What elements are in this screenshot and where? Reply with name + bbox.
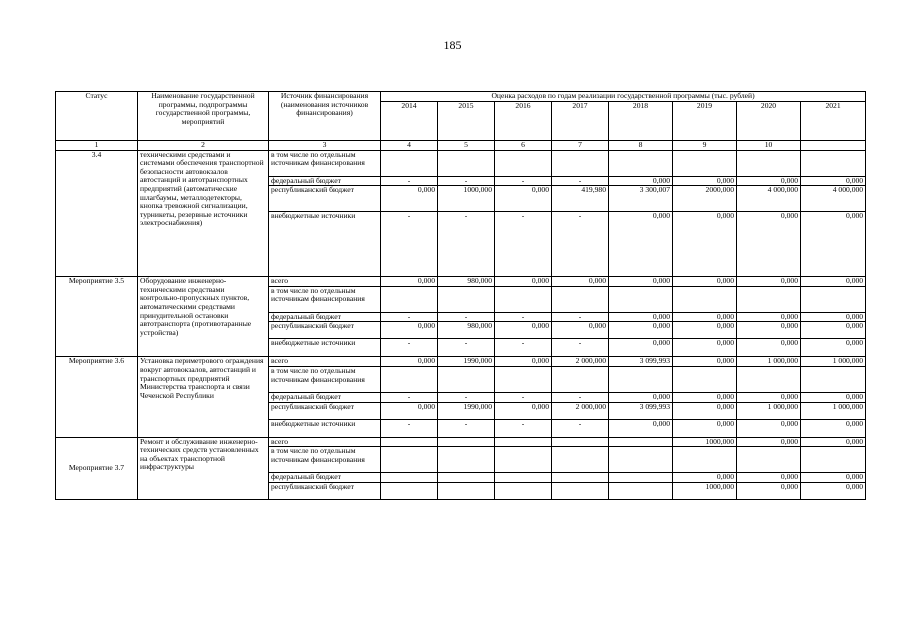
value-cell: - xyxy=(381,419,438,437)
value-cell: 0,000 xyxy=(673,277,737,287)
funding-source-cell: в том числе по отдельным источникам финансирования xyxy=(269,286,381,312)
funding-source-cell: всего xyxy=(269,277,381,287)
value-cell xyxy=(609,437,673,447)
value-cell: 0,000 xyxy=(737,437,801,447)
value-cell xyxy=(495,286,552,312)
value-cell: 0,000 xyxy=(737,482,801,499)
value-cell xyxy=(609,150,673,176)
value-cell: 0,000 xyxy=(552,322,609,339)
funding-source-cell: федеральный бюджет xyxy=(269,312,381,322)
header-year: 2015 xyxy=(438,101,495,140)
value-cell: 3 300,007 xyxy=(609,186,673,212)
value-cell: 0,000 xyxy=(737,176,801,186)
value-cell: - xyxy=(381,312,438,322)
value-cell: - xyxy=(552,212,609,277)
value-cell: - xyxy=(495,312,552,322)
funding-source-cell: всего xyxy=(269,437,381,447)
value-cell: 1000,000 xyxy=(673,482,737,499)
header-year: 2018 xyxy=(609,101,673,140)
value-cell: - xyxy=(381,212,438,277)
value-cell xyxy=(801,447,866,473)
value-cell: 980,000 xyxy=(438,322,495,339)
value-cell: 0,000 xyxy=(737,339,801,357)
value-cell: 1 000,000 xyxy=(737,402,801,419)
activity-name-cell: Установка периметрового ограждения вокруг автовокзалов, автостанций и транспортных предприятий Министерства транспорта и связи Чеченской Республики xyxy=(138,357,269,437)
value-cell: 4 000,000 xyxy=(801,186,866,212)
table-row xyxy=(56,277,866,287)
budget-table xyxy=(55,91,866,500)
value-cell xyxy=(438,286,495,312)
value-cell xyxy=(495,473,552,483)
value-cell: - xyxy=(552,339,609,357)
value-cell: 0,000 xyxy=(737,473,801,483)
value-cell: 0,000 xyxy=(552,277,609,287)
value-cell: 0,000 xyxy=(673,473,737,483)
value-cell: 0,000 xyxy=(609,312,673,322)
value-cell xyxy=(609,286,673,312)
status-cell: Мероприятие 3.7 xyxy=(56,437,138,499)
header-year: 2021 xyxy=(801,101,866,140)
value-cell: 0,000 xyxy=(495,277,552,287)
funding-source-cell: внебюджетные источники xyxy=(269,419,381,437)
header-estimate: Оценка расходов по годам реализации государственной программы (тыс. рублей) xyxy=(381,92,866,102)
value-cell: 1990,000 xyxy=(438,402,495,419)
value-cell: 1000,000 xyxy=(438,186,495,212)
value-cell xyxy=(552,482,609,499)
header-year: 2017 xyxy=(552,101,609,140)
value-cell: - xyxy=(438,392,495,402)
value-cell xyxy=(801,286,866,312)
column-number: 10 xyxy=(737,140,801,150)
value-cell: - xyxy=(381,392,438,402)
value-cell: 0,000 xyxy=(609,176,673,186)
value-cell xyxy=(438,473,495,483)
funding-source-cell: федеральный бюджет xyxy=(269,176,381,186)
value-cell: 0,000 xyxy=(609,419,673,437)
funding-source-cell: внебюджетные источники xyxy=(269,212,381,277)
funding-source-cell: федеральный бюджет xyxy=(269,392,381,402)
value-cell: 0,000 xyxy=(673,212,737,277)
status-cell: Мероприятие 3.6 xyxy=(56,357,138,437)
header-year: 2016 xyxy=(495,101,552,140)
column-number: 9 xyxy=(673,140,737,150)
column-number: 7 xyxy=(552,140,609,150)
value-cell xyxy=(438,437,495,447)
value-cell: 0,000 xyxy=(801,176,866,186)
value-cell: 0,000 xyxy=(381,277,438,287)
value-cell: 0,000 xyxy=(737,212,801,277)
value-cell: 0,000 xyxy=(495,402,552,419)
value-cell xyxy=(737,150,801,176)
column-number xyxy=(801,140,866,150)
value-cell xyxy=(381,437,438,447)
activity-name-cell: Ремонт и обслуживание инженерно-технических средств установленных на объектах транспортной инфраструктуры xyxy=(138,437,269,499)
value-cell: 1 000,000 xyxy=(801,402,866,419)
value-cell: 0,000 xyxy=(801,437,866,447)
value-cell: 0,000 xyxy=(673,339,737,357)
value-cell: - xyxy=(552,176,609,186)
funding-source-cell: в том числе по отдельным источникам финансирования xyxy=(269,150,381,176)
value-cell xyxy=(381,150,438,176)
value-cell: 0,000 xyxy=(673,357,737,367)
value-cell xyxy=(609,447,673,473)
header-source: Источник финансирования (наименования источников финансирования) xyxy=(269,92,381,141)
value-cell: 0,000 xyxy=(801,322,866,339)
value-cell: 0,000 xyxy=(381,186,438,212)
header-year: 2014 xyxy=(381,101,438,140)
value-cell xyxy=(737,286,801,312)
value-cell xyxy=(673,286,737,312)
table-body xyxy=(56,150,866,499)
value-cell xyxy=(552,447,609,473)
value-cell: 0,000 xyxy=(381,402,438,419)
value-cell: 0,000 xyxy=(673,419,737,437)
value-cell xyxy=(495,482,552,499)
value-cell: 1 000,000 xyxy=(801,357,866,367)
value-cell xyxy=(495,437,552,447)
value-cell xyxy=(552,286,609,312)
value-cell xyxy=(381,286,438,312)
value-cell xyxy=(438,366,495,392)
value-cell xyxy=(552,150,609,176)
value-cell: - xyxy=(495,419,552,437)
table-row xyxy=(56,150,866,176)
value-cell xyxy=(495,150,552,176)
header-year: 2020 xyxy=(737,101,801,140)
value-cell xyxy=(438,447,495,473)
value-cell: - xyxy=(495,392,552,402)
funding-source-cell: в том числе по отдельным источникам финансирования xyxy=(269,447,381,473)
funding-source-cell: в том числе по отдельным источникам финансирования xyxy=(269,366,381,392)
value-cell: 2 000,000 xyxy=(552,357,609,367)
value-cell: 0,000 xyxy=(609,392,673,402)
value-cell: - xyxy=(381,339,438,357)
value-cell xyxy=(495,366,552,392)
value-cell xyxy=(609,366,673,392)
value-cell: 0,000 xyxy=(495,186,552,212)
value-cell: - xyxy=(438,176,495,186)
value-cell: - xyxy=(552,419,609,437)
column-number: 4 xyxy=(381,140,438,150)
header-status: Статус xyxy=(56,92,138,141)
value-cell xyxy=(495,447,552,473)
funding-source-cell: федеральный бюджет xyxy=(269,473,381,483)
value-cell: 0,000 xyxy=(737,277,801,287)
value-cell: 0,000 xyxy=(801,277,866,287)
value-cell: 0,000 xyxy=(737,322,801,339)
header-name: Наименование государственной программы, подпрограммы государственной программы, мероприятий xyxy=(138,92,269,141)
value-cell: - xyxy=(495,212,552,277)
activity-name-cell: Оборудование инженерно-техническими средствами контрольно-пропускных пунктов, автоматическими средствами принудительной остановки автотранспорта (противотаранные устройства) xyxy=(138,277,269,357)
funding-source-cell: внебюджетные источники xyxy=(269,339,381,357)
value-cell: 0,000 xyxy=(673,312,737,322)
value-cell: - xyxy=(495,339,552,357)
value-cell: 0,000 xyxy=(801,482,866,499)
funding-source-cell: республиканский бюджет xyxy=(269,402,381,419)
table-row xyxy=(56,357,866,367)
value-cell: - xyxy=(438,339,495,357)
value-cell: 0,000 xyxy=(609,277,673,287)
value-cell: 0,000 xyxy=(381,322,438,339)
funding-source-cell: республиканский бюджет xyxy=(269,482,381,499)
value-cell: 0,000 xyxy=(673,402,737,419)
value-cell: 1990,000 xyxy=(438,357,495,367)
value-cell: 0,000 xyxy=(737,392,801,402)
column-number: 8 xyxy=(609,140,673,150)
value-cell: 0,000 xyxy=(673,322,737,339)
value-cell xyxy=(438,482,495,499)
column-number: 3 xyxy=(269,140,381,150)
value-cell xyxy=(552,366,609,392)
value-cell: 0,000 xyxy=(673,176,737,186)
column-number: 1 xyxy=(56,140,138,150)
value-cell: - xyxy=(438,312,495,322)
value-cell: 0,000 xyxy=(801,312,866,322)
value-cell: 1000,000 xyxy=(673,437,737,447)
value-cell: 2000,000 xyxy=(673,186,737,212)
value-cell xyxy=(381,482,438,499)
status-cell: Мероприятие 3.5 xyxy=(56,277,138,357)
funding-source-cell: республиканский бюджет xyxy=(269,322,381,339)
value-cell: 0,000 xyxy=(609,339,673,357)
value-cell xyxy=(381,366,438,392)
activity-name-cell: техническими средствами и системами обеспечения транспортной безопасности автовокзалов автостанций и автотранспортных предприятий (автоматические шлагбаумы, металлодетекторы, кнопка тревожной сигнализации, турникеты, резервные источники электроснабжения) xyxy=(138,150,269,277)
value-cell xyxy=(609,482,673,499)
funding-source-cell: всего xyxy=(269,357,381,367)
header-year: 2019 xyxy=(673,101,737,140)
value-cell xyxy=(609,473,673,483)
value-cell: 3 099,993 xyxy=(609,402,673,419)
value-cell xyxy=(673,447,737,473)
value-cell: 0,000 xyxy=(673,392,737,402)
value-cell: 1 000,000 xyxy=(737,357,801,367)
value-cell: 0,000 xyxy=(801,473,866,483)
column-number: 2 xyxy=(138,140,269,150)
value-cell: 4 000,000 xyxy=(737,186,801,212)
value-cell xyxy=(438,150,495,176)
column-number: 5 xyxy=(438,140,495,150)
value-cell: 0,000 xyxy=(609,212,673,277)
value-cell xyxy=(801,150,866,176)
funding-source-cell: республиканский бюджет xyxy=(269,186,381,212)
table-row xyxy=(56,437,866,447)
value-cell: - xyxy=(552,312,609,322)
value-cell: 980,000 xyxy=(438,277,495,287)
value-cell: 0,000 xyxy=(801,392,866,402)
value-cell: 0,000 xyxy=(801,212,866,277)
value-cell: 0,000 xyxy=(495,357,552,367)
value-cell: 0,000 xyxy=(737,419,801,437)
value-cell: 0,000 xyxy=(381,357,438,367)
value-cell: 3 099,993 xyxy=(609,357,673,367)
column-number: 6 xyxy=(495,140,552,150)
value-cell xyxy=(673,366,737,392)
value-cell xyxy=(737,447,801,473)
value-cell: 0,000 xyxy=(609,322,673,339)
value-cell: - xyxy=(438,212,495,277)
value-cell: - xyxy=(495,176,552,186)
value-cell: 0,000 xyxy=(801,339,866,357)
value-cell xyxy=(801,366,866,392)
value-cell: 0,000 xyxy=(737,312,801,322)
value-cell xyxy=(381,473,438,483)
value-cell xyxy=(381,447,438,473)
value-cell: 0,000 xyxy=(495,322,552,339)
value-cell: - xyxy=(438,419,495,437)
value-cell xyxy=(552,473,609,483)
status-cell: 3.4 xyxy=(56,150,138,277)
value-cell xyxy=(673,150,737,176)
value-cell: 419,980 xyxy=(552,186,609,212)
value-cell: 2 000,000 xyxy=(552,402,609,419)
value-cell: - xyxy=(381,176,438,186)
value-cell xyxy=(737,366,801,392)
value-cell: 0,000 xyxy=(801,419,866,437)
value-cell: - xyxy=(552,392,609,402)
page-number: 185 xyxy=(443,38,462,52)
value-cell xyxy=(552,437,609,447)
